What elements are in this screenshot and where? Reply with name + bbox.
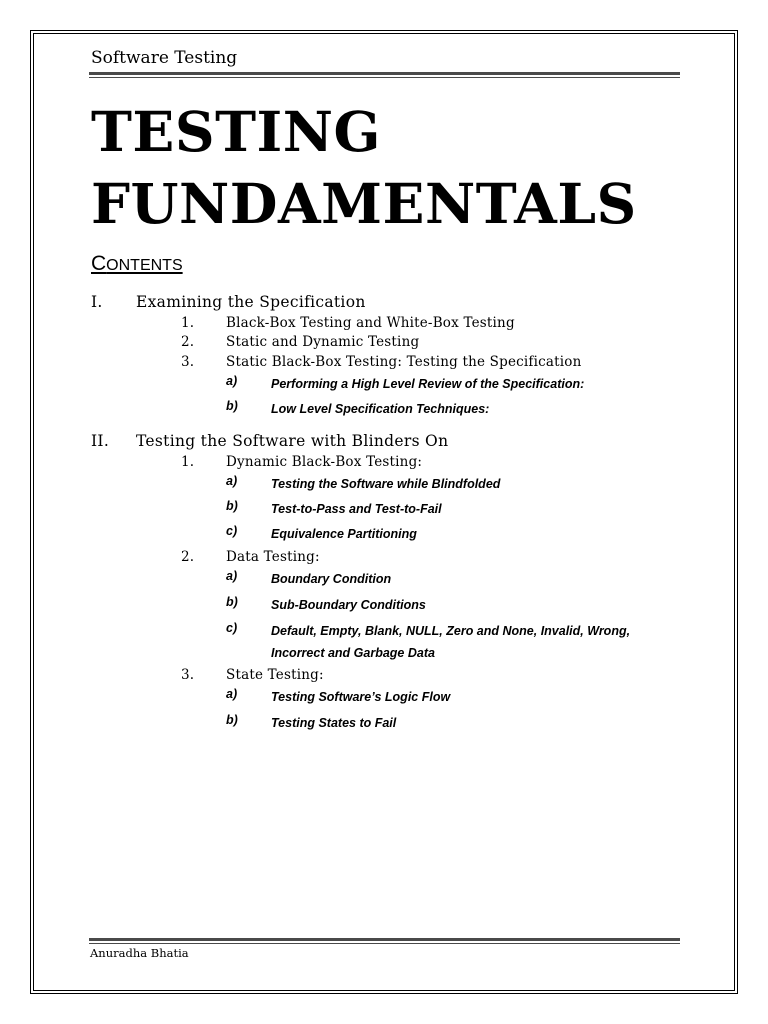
subitem-text: Testing Software’s Logic Flow — [271, 690, 451, 704]
footer-rule-thick — [89, 938, 680, 941]
item-text: Static and Dynamic Testing — [226, 334, 420, 350]
contents-heading-rest: ONTENTS — [106, 257, 183, 274]
subitem-text: Equivalence Partitioning — [271, 527, 417, 541]
subitem-letter: b) — [226, 499, 238, 513]
subitem-letter: b) — [226, 595, 238, 609]
subitem-letter: c) — [226, 524, 238, 538]
item-text: Black-Box Testing and White-Box Testing — [226, 315, 515, 331]
subitem-text-line2: Incorrect and Garbage Data — [271, 646, 435, 660]
contents-heading — [91, 252, 183, 276]
document-title — [91, 96, 637, 240]
subitem-text: Low Level Specification Techniques: — [271, 402, 490, 416]
subitem-letter: a) — [226, 374, 238, 388]
subitem-letter: b) — [226, 399, 238, 413]
header-rule-thick — [89, 72, 680, 75]
item-number: 3. — [181, 667, 195, 683]
item-text: Data Testing: — [226, 549, 320, 565]
footer-rule-thin — [89, 943, 680, 944]
subitem-letter: a) — [226, 569, 238, 583]
subitem-text: Sub-Boundary Conditions — [271, 598, 426, 612]
section-numeral: I. — [91, 293, 103, 311]
subitem-letter: b) — [226, 713, 238, 727]
section-title: Testing the Software with Blinders On — [136, 432, 449, 450]
section-numeral: II. — [91, 432, 110, 450]
contents-heading-initial: C — [91, 252, 107, 275]
title-line-2: FUNDAMENTALS — [91, 171, 637, 236]
section-title: Examining the Specification — [136, 293, 366, 311]
subitem-letter: a) — [226, 687, 238, 701]
subitem-text: Performing a High Level Review of the Specification: — [271, 377, 585, 391]
subitem-letter: a) — [226, 474, 238, 488]
subitem-text: Default, Empty, Blank, NULL, Zero and None, Invalid, Wrong, — [271, 624, 631, 638]
subitem-text: Testing the Software while Blindfolded — [271, 477, 501, 491]
subitem-text: Test-to-Pass and Test-to-Fail — [271, 502, 442, 516]
subitem-text: Testing States to Fail — [271, 716, 397, 730]
item-number: 1. — [181, 315, 195, 331]
header-rule-thin — [89, 77, 680, 78]
item-number: 2. — [181, 334, 195, 350]
subitem-letter: c) — [226, 621, 238, 635]
title-line-1: TESTING — [91, 99, 381, 164]
subitem-text: Boundary Condition — [271, 572, 392, 586]
item-number: 1. — [181, 454, 195, 470]
item-number: 2. — [181, 549, 195, 565]
item-text: State Testing: — [226, 667, 324, 683]
item-text: Dynamic Black-Box Testing: — [226, 454, 423, 470]
item-text: Static Black-Box Testing: Testing the Specification — [226, 354, 582, 370]
running-header: Software Testing — [91, 48, 238, 68]
footer-author: Anuradha Bhatia — [90, 946, 189, 960]
item-number: 3. — [181, 354, 195, 370]
